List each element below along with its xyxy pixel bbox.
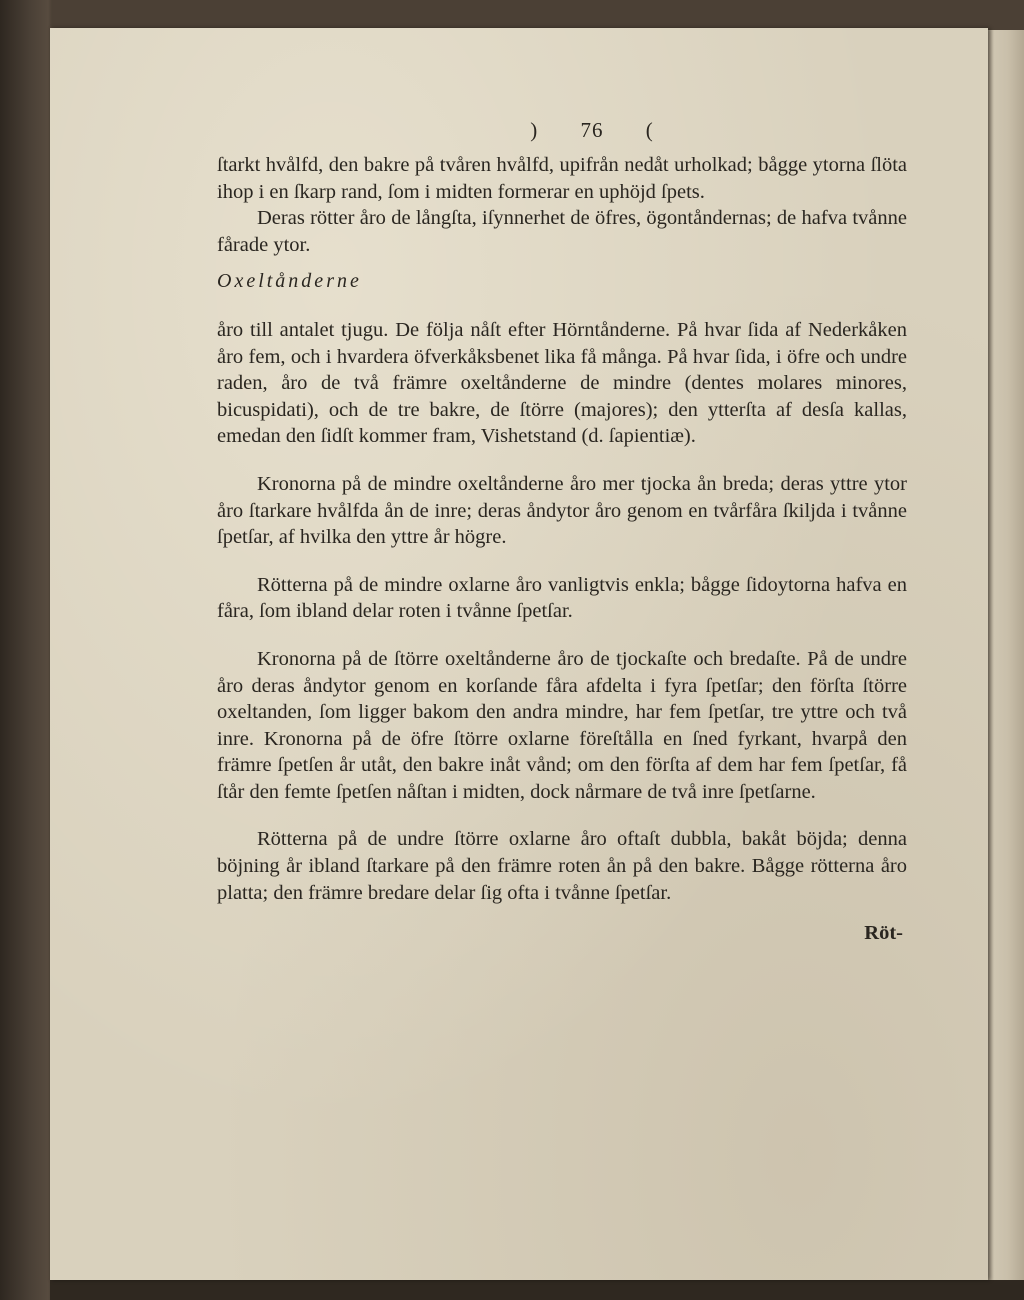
page-number: 76 [580, 118, 604, 142]
paragraph-2: Deras rötter åro de långſta, iſynnerhet de öfres, ögontåndernas; de hafva tvånne fårade ytor. [217, 207, 907, 256]
page-text [217, 108, 907, 947]
header-right-bracket: ( [645, 118, 654, 142]
facing-page-edge [988, 30, 1024, 1280]
paragraph-7: Rötterna på de undre ſtörre oxlarne åro oftaſt dubbla, bakåt böjda; denna böjning år ibland ſtarkare på den främre roten ån på den bakre. Bågge rötterna åro platta; den främre bredare delar ſig ofta i tvånne ſpetſar. [217, 828, 907, 904]
page-header [217, 108, 907, 152]
bottom-shadow [50, 1280, 1024, 1300]
section-heading: Oxeltånderne [217, 270, 362, 293]
paragraph-6: Kronorna på de ſtörre oxeltånderne åro de tjockaſte och bredaſte. På de undre åro deras åndytor genom en korſande fåra afdelta i fyra ſpetſar; den förſta ſtörre oxeltanden, ſom ligger bakom den andra mindre, har fem ſpetſar, tre yttre och två inre. Kronorna på de öfre ſtörre oxlarne föreſtålla en ſned fyrkant, hvarpå den främre ſpetſen år utåt, den bakre inåt vånd; om den förſta af dem har fem ſpetſar, få ſtår den femte ſpetſen nåſtan i midten, dock nårmare de två inre ſpetſarne. [217, 647, 907, 803]
catchword: Röt- [864, 922, 903, 945]
paragraph-1: ſtarkt hvålfd, den bakre på tvåren hvålfd, upifrån nedåt urholkad; bågge ytorna ſlöta ihop i en ſkarp rand, ſom i midten formerar en uphöjd ſpets. [217, 154, 907, 203]
paragraph-4: Kronorna på de mindre oxeltånderne åro mer tjocka ån breda; deras yttre ytor åro ſtarkare hvålfda ån de inre; deras åndytor åro genom en tvårfåra ſkiljda i tvånne ſpetſar, af hvilka den yttre år högre. [217, 472, 907, 549]
header-left-bracket: ) [530, 118, 539, 142]
paragraph-3: åro till antalet tjugu. De följa nåſt efter Hörntånderne. På hvar ſida af Nederkåken åro fem, och i hvardera öfverkåksbenet lika få många. På hvar ſida, i öfre och undre raden, åro de två främre oxeltånderne de mindre (dentes molares minores, bicuspidati), och de tre bakre, de ſtörre (majores); den ytterſta af desſa kallas, emedan den ſidſt kommer fram, Vishetstand (d. ſapientiæ). [217, 318, 907, 448]
paragraph-5: Rötterna på de mindre oxlarne åro vanligtvis enkla; bågge ſidoytorna hafva en fåra, ſom ibland delar roten i tvånne ſpetſar. [217, 573, 907, 623]
